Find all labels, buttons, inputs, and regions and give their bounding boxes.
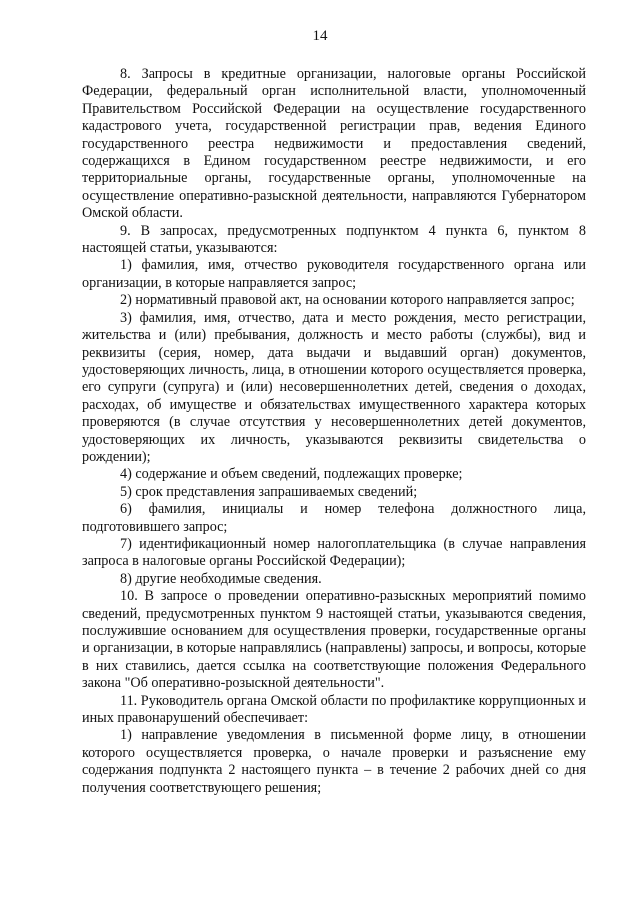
paragraph-item-8: 8. Запросы в кредитные организации, налоговые органы Российской Федерации, федеральный орган исполнительной власти, уполномоченный Правительством Российской Федерации на осуществление государственного кадастрового учета, государственной регистрации прав, ведения Единого государственного реестра недвижимости и предоставления сведений, содержащихся в Едином государственном реестре недвижимости, и его территориальные органы, государственные органы, уполномоченные на осуществление оперативно-разыскной деятельности, направляются Губернатором Омской области.: [82, 66, 586, 222]
subitem-9-1: 1) фамилия, имя, отчество руководителя государственного органа или организации, в которые направляется запрос;: [82, 257, 586, 291]
document-body: [82, 66, 586, 797]
page-number: 14: [312, 28, 328, 44]
subitem-9-2: 2) нормативный правовой акт, на основании которого направляется запрос;: [120, 292, 575, 309]
subitem-9-8: 8) другие необходимые сведения.: [120, 570, 322, 587]
paragraph-item-11: 11. Руководитель органа Омской области по профилактике коррупционных и иных правонарушений обеспечивает:: [82, 692, 586, 727]
subitem-9-4: 4) содержание и объем сведений, подлежащих проверке;: [120, 466, 463, 483]
subitem-9-3: 3) фамилия, имя, отчество, дата и место рождения, место регистрации, жительства и (или) пребывания, должность и место работы (службы), вид и реквизиты (серия, номер, дата выдачи и выдавший орган) документов, удостоверяющих личность, лица, в отношении которого осуществляется проверка, его супруги (супруга) и (или) несовершеннолетних детей, сведения о доходах, расходах, об имуществе и обязательствах имущественного характера которых проверяются (в случае отсутствия у несовершеннолетних детей документов, удостоверяющих их личность, указываются реквизиты свидетельства о рождении);: [82, 309, 586, 465]
subitem-9-6: 6) фамилия, инициалы и номер телефона должностного лица, подготовившего запрос;: [82, 501, 586, 535]
subitem-9-5: 5) срок представления запрашиваемых сведений;: [120, 483, 418, 500]
subitem-11-1: 1) направление уведомления в письменной форме лицу, в отношении которого осуществляется проверка, о начале проверки и разъяснение ему содержания подпункта 2 настоящего пункта – в течение 2 рабочих дней со дня получения соответствующего решения;: [82, 727, 586, 796]
paragraph-item-10: 10. В запросе о проведении оперативно-разыскных мероприятий помимо сведений, предусмотренных пунктом 9 настоящей статьи, указываются сведения, послужившие основанием для осуществления проверки, государственные органы и организации, в которые направлялись (направлены) запросы, и вопросы, которые в них ставились, дается ссылка на соответствующие положения Федерального закона "Об оперативно-розыскной деятельности".: [82, 588, 586, 692]
subitem-9-7: 7) идентификационный номер налогоплательщика (в случае направления запроса в налоговые органы Российской Федерации);: [82, 535, 586, 570]
paragraph-item-9: 9. В запросах, предусмотренных подпунктом 4 пункта 6, пунктом 8 настоящей статьи, указываются:: [82, 222, 586, 257]
